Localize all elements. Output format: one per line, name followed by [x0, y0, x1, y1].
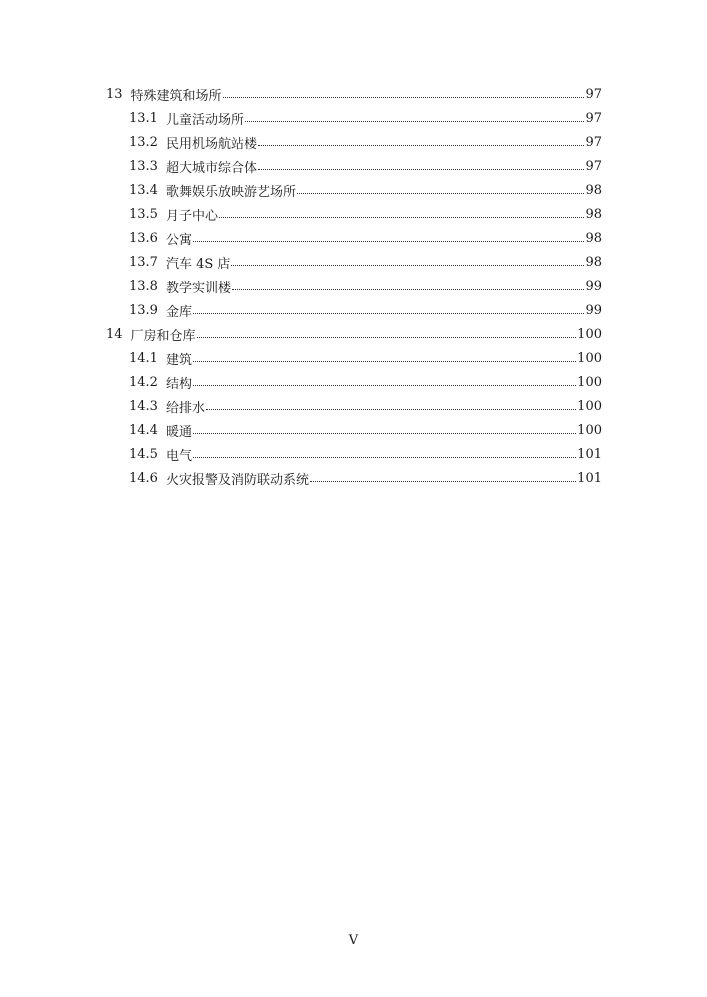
toc-entry-page: 100 [577, 350, 602, 366]
dot-leader [245, 112, 584, 122]
dot-leader [223, 88, 585, 98]
toc-entry-title: 公寓 [165, 232, 192, 248]
toc-entry-number: 13.8 [129, 278, 158, 294]
toc-entry-page: 98 [585, 206, 602, 222]
dot-leader [193, 304, 584, 314]
toc-entry-number: 13.9 [129, 302, 158, 318]
toc-entry-title: 月子中心 [165, 208, 218, 224]
toc-entry-page: 101 [577, 470, 602, 486]
toc-entry-number: 14.6 [129, 470, 158, 486]
toc-entry-page: 101 [577, 446, 602, 462]
toc-entry-page: 100 [577, 374, 602, 390]
toc-entry-number: 14.3 [129, 398, 158, 414]
dot-leader [297, 184, 584, 194]
toc-entry[interactable] [129, 130, 602, 154]
toc-entry[interactable] [129, 346, 602, 370]
toc-entry[interactable] [129, 298, 602, 322]
toc-entry[interactable] [106, 322, 602, 346]
toc-entry-title: 建筑 [165, 352, 192, 368]
toc-entry-number: 13.2 [129, 134, 158, 150]
toc-entry-title: 厂房和仓库 [130, 328, 196, 344]
toc-entry-number: 13.4 [129, 182, 158, 198]
dot-leader [193, 424, 576, 434]
toc-entry-page: 98 [585, 254, 602, 270]
toc-entry[interactable] [129, 226, 602, 250]
toc-entry-title: 火灾报警及消防联动系统 [165, 472, 309, 488]
toc-entry-number: 13.7 [129, 254, 158, 270]
toc-entry-page: 98 [585, 182, 602, 198]
toc-entry[interactable] [129, 274, 602, 298]
toc-entry[interactable] [129, 154, 602, 178]
toc-entry-title: 金库 [165, 304, 192, 320]
toc-entry[interactable] [129, 250, 602, 274]
toc-entry-page: 97 [585, 134, 602, 150]
toc-entry-page: 99 [585, 302, 602, 318]
toc-entry[interactable] [106, 82, 602, 106]
dot-leader [193, 232, 584, 242]
toc-entry-number: 13.3 [129, 158, 158, 174]
toc-entry[interactable] [129, 394, 602, 418]
toc-entry-title: 电气 [165, 448, 192, 464]
toc-entry-page: 97 [585, 110, 602, 126]
toc-entry[interactable] [129, 442, 602, 466]
toc-entry[interactable] [129, 106, 602, 130]
toc-entry-title: 结构 [165, 376, 192, 392]
page-footer-number: V [348, 933, 359, 948]
dot-leader [232, 280, 584, 290]
dot-leader [231, 256, 584, 266]
toc-entry-number: 13 [106, 86, 123, 102]
toc-entry-page: 100 [577, 326, 602, 342]
toc-entry[interactable] [129, 466, 602, 490]
dot-leader [206, 400, 576, 410]
toc-entry-title: 儿童活动场所 [165, 112, 244, 128]
toc-entry-number: 13.5 [129, 206, 158, 222]
toc-entry-number: 14.5 [129, 446, 158, 462]
toc-entry-number: 14.4 [129, 422, 158, 438]
toc-entry-page: 100 [577, 398, 602, 414]
dot-leader [219, 208, 584, 218]
toc-entry-title: 暖通 [165, 424, 192, 440]
dot-leader [193, 376, 576, 386]
toc-entry-number: 14 [106, 326, 123, 342]
toc-entry-number: 14.1 [129, 350, 158, 366]
dot-leader [193, 448, 576, 458]
toc-entry-title: 歌舞娱乐放映游艺场所 [165, 184, 296, 200]
toc-entry-number: 13.6 [129, 230, 158, 246]
toc-entry-title: 超大城市综合体 [165, 160, 257, 176]
toc-entry-page: 99 [585, 278, 602, 294]
toc-entry-title: 汽车 4S 店 [165, 256, 231, 272]
toc-entry-page: 97 [585, 158, 602, 174]
toc-entry[interactable] [129, 370, 602, 394]
dot-leader [258, 160, 584, 170]
toc-entry-title: 给排水 [165, 400, 205, 416]
toc-entry-page: 97 [585, 86, 602, 102]
toc-entry-title: 教学实训楼 [165, 280, 231, 296]
toc-entry[interactable] [129, 202, 602, 226]
toc-entry-title: 民用机场航站楼 [165, 136, 257, 152]
toc-entry[interactable] [129, 178, 602, 202]
toc-entry-page: 100 [577, 422, 602, 438]
toc-entry-number: 14.2 [129, 374, 158, 390]
toc-entry-page: 98 [585, 230, 602, 246]
dot-leader [197, 328, 577, 338]
dot-leader [258, 136, 584, 146]
toc-entry-title: 特殊建筑和场所 [130, 88, 222, 104]
toc-entry[interactable] [129, 418, 602, 442]
dot-leader [193, 352, 576, 362]
dot-leader [310, 472, 576, 482]
toc-entry-number: 13.1 [129, 110, 158, 126]
